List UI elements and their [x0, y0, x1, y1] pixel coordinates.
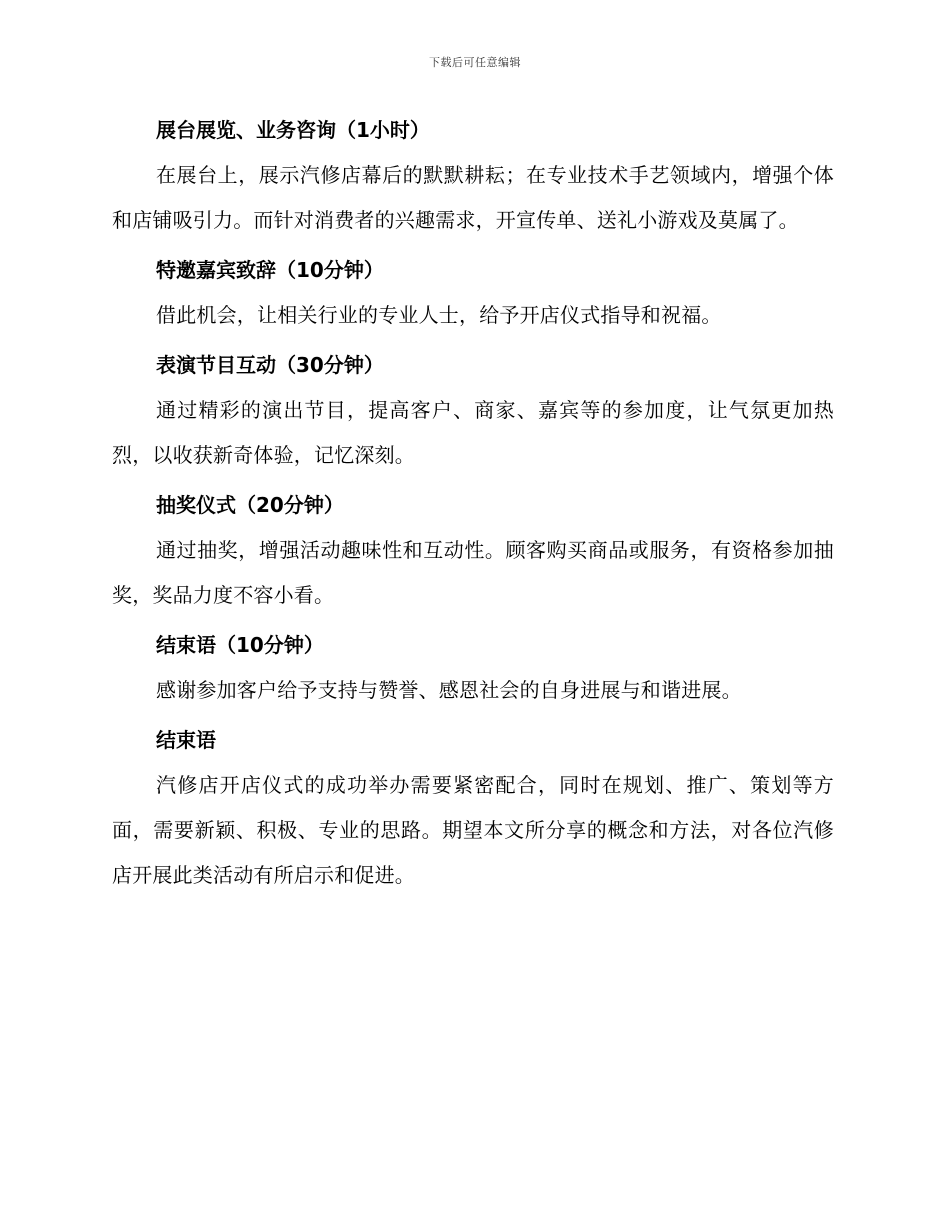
section: [112, 488, 834, 618]
section: [112, 253, 834, 338]
section-paragraph: 通过抽奖，增强活动趣味性和互动性。顾客购买商品或服务，有资格参加抽奖，奖品力度不容小看。: [112, 538, 834, 607]
section: [112, 628, 834, 713]
section-paragraph: 感谢参加客户给予支持与赞誉、感恩社会的自身进展与和谐进展。: [156, 678, 742, 702]
section: [112, 723, 834, 898]
section-heading: 抽奖仪式（20分钟）: [156, 493, 344, 517]
section: [112, 113, 834, 243]
section-paragraph: 在展台上，展示汽修店幕后的默默耕耘；在专业技术手艺领域内，增强个体和店铺吸引力。而针对消费者的兴趣需求，开宣传单、送礼小游戏及莫属了。: [112, 163, 834, 232]
section-heading: 表演节目互动（30分钟）: [156, 353, 384, 377]
section-heading: 特邀嘉宾致辞（10分钟）: [156, 258, 384, 282]
document-body: [112, 113, 834, 898]
section-heading: 结束语: [156, 728, 216, 752]
section: [112, 348, 834, 478]
section-paragraph: 汽修店开店仪式的成功举办需要紧密配合，同时在规划、推广、策划等方面，需要新颖、积极、专业的思路。期望本文所分享的概念和方法，对各位汽修店开展此类活动有所启示和促进。: [112, 773, 834, 887]
page-header: 下载后可任意编辑: [429, 56, 521, 69]
section-paragraph: 通过精彩的演出节目，提高客户、商家、嘉宾等的参加度，让气氛更加热烈，以收获新奇体验，记忆深刻。: [112, 398, 834, 467]
section-heading: 结束语（10分钟）: [156, 633, 324, 657]
section-heading: 展台展览、业务咨询（1小时）: [156, 118, 430, 142]
section-paragraph: 借此机会，让相关行业的专业人士，给予开店仪式指导和祝福。: [156, 303, 722, 327]
